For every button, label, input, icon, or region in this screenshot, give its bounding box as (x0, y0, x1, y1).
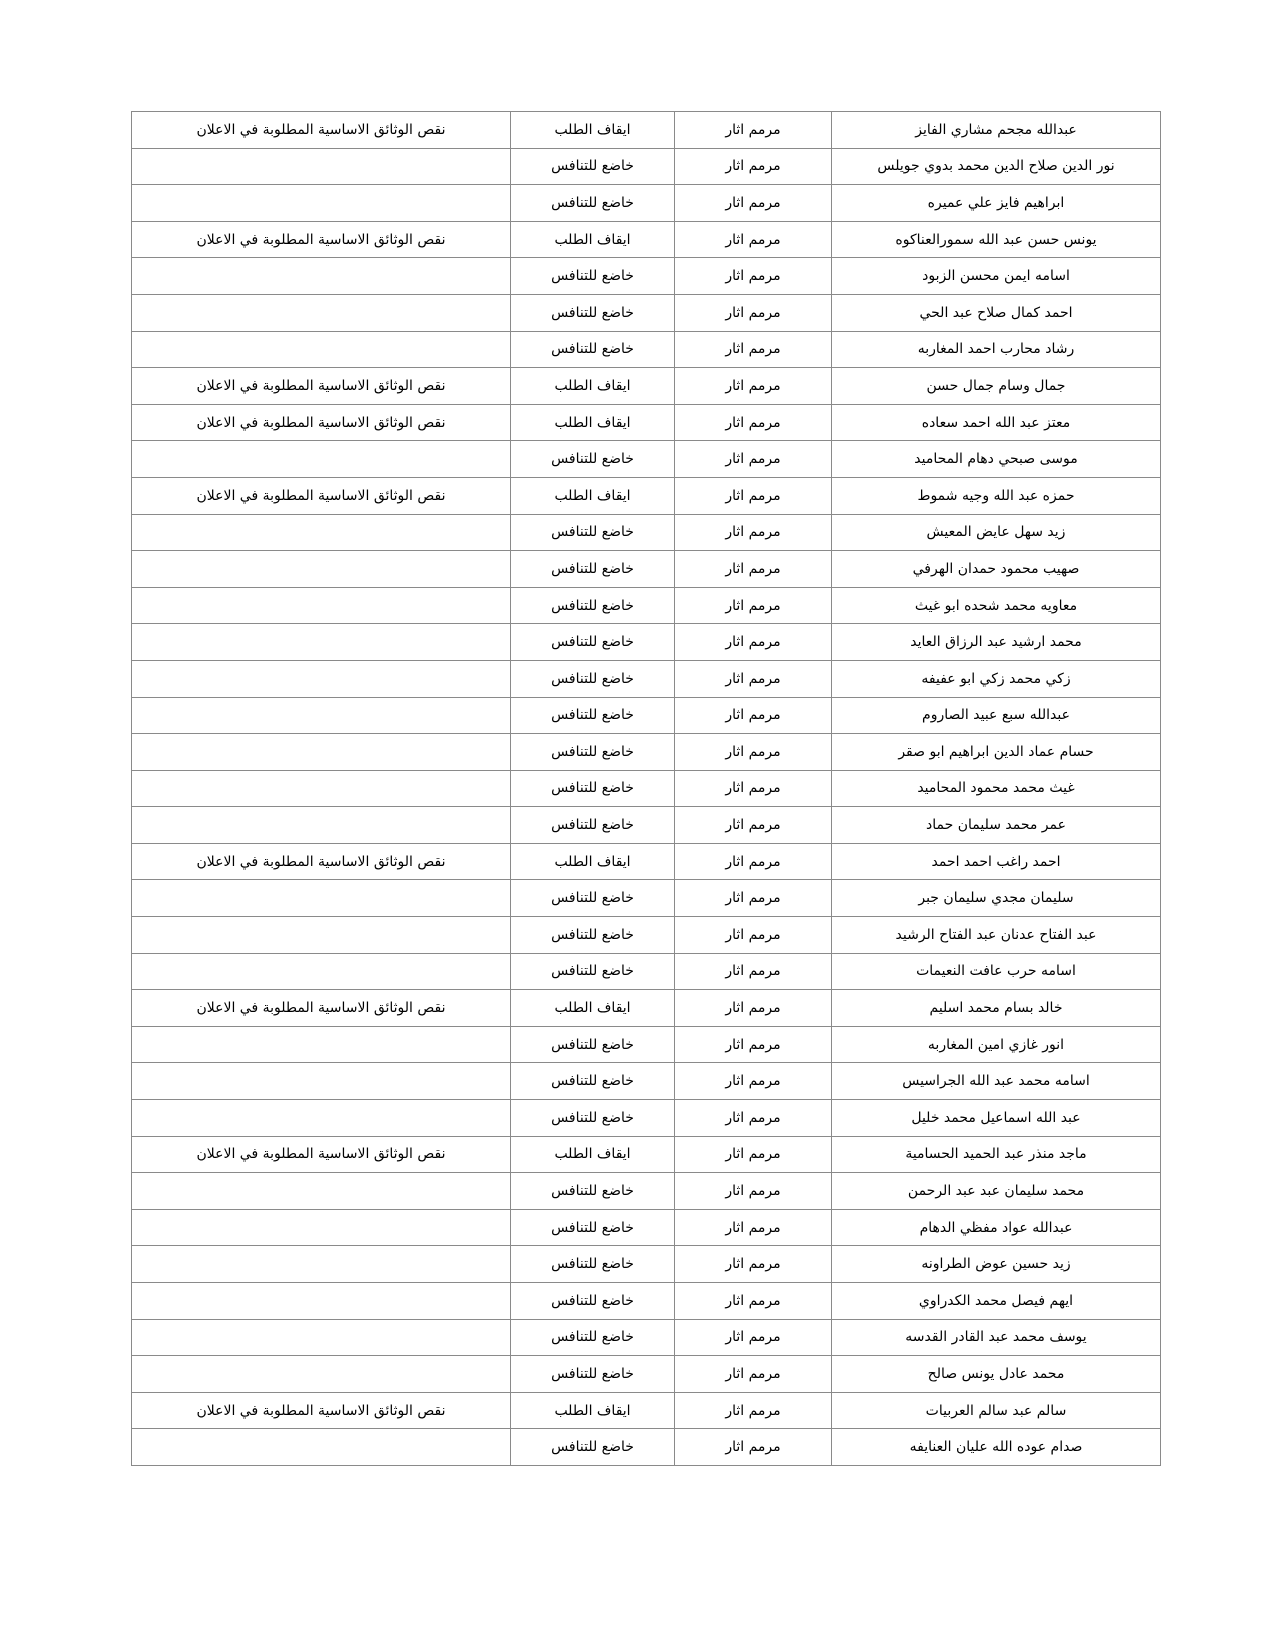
applicant-name-cell: ماجد منذر عبد الحميد الحسامية (832, 1136, 1161, 1173)
table-row (132, 1136, 1161, 1173)
table-row (132, 1429, 1161, 1466)
job-title-cell: مرمم اثار (675, 807, 832, 844)
applicant-name-cell: رشاد محارب احمد المغاربه (832, 331, 1161, 368)
notes-cell (132, 770, 511, 807)
applicant-name-cell: عبدالله مجحم مشاري الفايز (832, 112, 1161, 149)
application-status-cell: خاضع للتنافس (511, 1246, 675, 1283)
job-title-cell: مرمم اثار (675, 1209, 832, 1246)
table-row (132, 112, 1161, 149)
application-status-cell: ايقاف الطلب (511, 843, 675, 880)
applicant-name-cell: اسامه حرب عافت النعيمات (832, 953, 1161, 990)
notes-cell (132, 807, 511, 844)
application-status-cell: خاضع للتنافس (511, 551, 675, 588)
notes-cell (132, 1246, 511, 1283)
applicant-name-cell: صهيب محمود حمدان الهرفي (832, 551, 1161, 588)
job-title-cell: مرمم اثار (675, 660, 832, 697)
application-status-cell: خاضع للتنافس (511, 148, 675, 185)
applicants-table-body (132, 112, 1161, 1466)
applicant-name-cell: محمد سليمان عبد عبد الرحمن (832, 1173, 1161, 1210)
job-title-cell: مرمم اثار (675, 1063, 832, 1100)
job-title-cell: مرمم اثار (675, 734, 832, 771)
table-row (132, 258, 1161, 295)
application-status-cell: خاضع للتنافس (511, 1429, 675, 1466)
application-status-cell: خاضع للتنافس (511, 953, 675, 990)
notes-cell (132, 1283, 511, 1320)
table-row (132, 990, 1161, 1027)
table-row (132, 953, 1161, 990)
applicant-name-cell: ايهم فيصل محمد الكدراوي (832, 1283, 1161, 1320)
applicant-name-cell: معتز عبد الله احمد سعاده (832, 404, 1161, 441)
applicant-name-cell: انور غازي امين المغاربه (832, 1026, 1161, 1063)
application-status-cell: خاضع للتنافس (511, 1173, 675, 1210)
applicant-name-cell: حسام عماد الدين ابراهيم ابو صقر (832, 734, 1161, 771)
table-row (132, 770, 1161, 807)
applicant-name-cell: حمزه عبد الله وجيه شموط (832, 477, 1161, 514)
job-title-cell: مرمم اثار (675, 1026, 832, 1063)
job-title-cell: مرمم اثار (675, 1429, 832, 1466)
job-title-cell: مرمم اثار (675, 1136, 832, 1173)
table-row (132, 1356, 1161, 1393)
application-status-cell: خاضع للتنافس (511, 807, 675, 844)
applicant-name-cell: غيث محمد محمود المحاميد (832, 770, 1161, 807)
application-status-cell: خاضع للتنافس (511, 880, 675, 917)
applicant-name-cell: عبد الفتاح عدنان عبد الفتاح الرشيد (832, 917, 1161, 954)
application-status-cell: ايقاف الطلب (511, 221, 675, 258)
notes-cell: نقص الوثائق الاساسية المطلوبة في الاعلان (132, 112, 511, 149)
applicant-name-cell: يوسف محمد عبد القادر القدسه (832, 1319, 1161, 1356)
job-title-cell: مرمم اثار (675, 294, 832, 331)
application-status-cell: خاضع للتنافس (511, 917, 675, 954)
notes-cell (132, 185, 511, 222)
table-row (132, 1063, 1161, 1100)
table-row (132, 1283, 1161, 1320)
application-status-cell: خاضع للتنافس (511, 660, 675, 697)
job-title-cell: مرمم اثار (675, 551, 832, 588)
notes-cell: نقص الوثائق الاساسية المطلوبة في الاعلان (132, 990, 511, 1027)
table-row (132, 441, 1161, 478)
applicant-name-cell: معاويه محمد شحده ابو غيث (832, 587, 1161, 624)
applicant-name-cell: يونس حسن عبد الله سمورالعناكوه (832, 221, 1161, 258)
table-row (132, 917, 1161, 954)
applicant-name-cell: اسامه ايمن محسن الزبود (832, 258, 1161, 295)
job-title-cell: مرمم اثار (675, 148, 832, 185)
notes-cell (132, 880, 511, 917)
application-status-cell: ايقاف الطلب (511, 990, 675, 1027)
table-row (132, 514, 1161, 551)
notes-cell (132, 953, 511, 990)
job-title-cell: مرمم اثار (675, 221, 832, 258)
notes-cell: نقص الوثائق الاساسية المطلوبة في الاعلان (132, 1392, 511, 1429)
notes-cell (132, 441, 511, 478)
applicant-name-cell: احمد راغب احمد احمد (832, 843, 1161, 880)
applicant-name-cell: جمال وسام جمال حسن (832, 368, 1161, 405)
application-status-cell: ايقاف الطلب (511, 1136, 675, 1173)
table-row (132, 404, 1161, 441)
notes-cell (132, 514, 511, 551)
notes-cell: نقص الوثائق الاساسية المطلوبة في الاعلان (132, 368, 511, 405)
table-row (132, 148, 1161, 185)
notes-cell: نقص الوثائق الاساسية المطلوبة في الاعلان (132, 477, 511, 514)
application-status-cell: خاضع للتنافس (511, 1319, 675, 1356)
job-title-cell: مرمم اثار (675, 368, 832, 405)
notes-cell (132, 1063, 511, 1100)
job-title-cell: مرمم اثار (675, 1283, 832, 1320)
applicant-name-cell: زيد سهل عايض المعيش (832, 514, 1161, 551)
table-row (132, 660, 1161, 697)
notes-cell: نقص الوثائق الاساسية المطلوبة في الاعلان (132, 404, 511, 441)
application-status-cell: ايقاف الطلب (511, 1392, 675, 1429)
notes-cell (132, 1100, 511, 1137)
applicant-name-cell: سالم عبد سالم العربيات (832, 1392, 1161, 1429)
table-row (132, 697, 1161, 734)
job-title-cell: مرمم اثار (675, 404, 832, 441)
job-title-cell: مرمم اثار (675, 112, 832, 149)
applicant-name-cell: نور الدين صلاح الدين محمد بدوي جويلس (832, 148, 1161, 185)
application-status-cell: خاضع للتنافس (511, 1283, 675, 1320)
notes-cell (132, 624, 511, 661)
table-row (132, 807, 1161, 844)
applicant-name-cell: محمد ارشيد عبد الرزاق العايد (832, 624, 1161, 661)
notes-cell (132, 331, 511, 368)
notes-cell (132, 294, 511, 331)
table-row (132, 1209, 1161, 1246)
application-status-cell: خاضع للتنافس (511, 1356, 675, 1393)
table-row (132, 624, 1161, 661)
job-title-cell: مرمم اثار (675, 1173, 832, 1210)
table-row (132, 221, 1161, 258)
table-row (132, 1173, 1161, 1210)
notes-cell (132, 148, 511, 185)
notes-cell (132, 551, 511, 588)
applicant-name-cell: سليمان مجدي سليمان جبر (832, 880, 1161, 917)
applicant-name-cell: اسامه محمد عبد الله الجراسيس (832, 1063, 1161, 1100)
application-status-cell: ايقاف الطلب (511, 112, 675, 149)
application-status-cell: خاضع للتنافس (511, 185, 675, 222)
application-status-cell: ايقاف الطلب (511, 477, 675, 514)
job-title-cell: مرمم اثار (675, 1392, 832, 1429)
applicant-name-cell: احمد كمال صلاح عبد الحي (832, 294, 1161, 331)
table-row (132, 477, 1161, 514)
applicant-name-cell: زيد حسين عوض الطراونه (832, 1246, 1161, 1283)
job-title-cell: مرمم اثار (675, 953, 832, 990)
notes-cell: نقص الوثائق الاساسية المطلوبة في الاعلان (132, 843, 511, 880)
application-status-cell: ايقاف الطلب (511, 404, 675, 441)
notes-cell (132, 1429, 511, 1466)
table-row (132, 1319, 1161, 1356)
applicant-name-cell: عبدالله سبع عبيد الصاروم (832, 697, 1161, 734)
notes-cell (132, 587, 511, 624)
job-title-cell: مرمم اثار (675, 624, 832, 661)
job-title-cell: مرمم اثار (675, 185, 832, 222)
job-title-cell: مرمم اثار (675, 441, 832, 478)
table-row (132, 1026, 1161, 1063)
job-title-cell: مرمم اثار (675, 1319, 832, 1356)
applicant-name-cell: محمد عادل يونس صالح (832, 1356, 1161, 1393)
application-status-cell: خاضع للتنافس (511, 514, 675, 551)
job-title-cell: مرمم اثار (675, 1356, 832, 1393)
job-title-cell: مرمم اثار (675, 331, 832, 368)
application-status-cell: ايقاف الطلب (511, 368, 675, 405)
job-title-cell: مرمم اثار (675, 477, 832, 514)
table-row (132, 1392, 1161, 1429)
table-row (132, 368, 1161, 405)
job-title-cell: مرمم اثار (675, 770, 832, 807)
job-title-cell: مرمم اثار (675, 917, 832, 954)
table-row (132, 880, 1161, 917)
notes-cell (132, 258, 511, 295)
table-row (132, 734, 1161, 771)
job-title-cell: مرمم اثار (675, 1246, 832, 1283)
notes-cell (132, 1173, 511, 1210)
job-title-cell: مرمم اثار (675, 258, 832, 295)
job-title-cell: مرمم اثار (675, 587, 832, 624)
notes-cell: نقص الوثائق الاساسية المطلوبة في الاعلان (132, 1136, 511, 1173)
notes-cell (132, 734, 511, 771)
applicants-table (131, 111, 1161, 1466)
notes-cell (132, 1319, 511, 1356)
notes-cell (132, 917, 511, 954)
applicant-name-cell: عبد الله اسماعيل محمد خليل (832, 1100, 1161, 1137)
job-title-cell: مرمم اثار (675, 880, 832, 917)
table-row (132, 1246, 1161, 1283)
job-title-cell: مرمم اثار (675, 697, 832, 734)
job-title-cell: مرمم اثار (675, 1100, 832, 1137)
application-status-cell: خاضع للتنافس (511, 1026, 675, 1063)
application-status-cell: خاضع للتنافس (511, 734, 675, 771)
job-title-cell: مرمم اثار (675, 514, 832, 551)
application-status-cell: خاضع للتنافس (511, 697, 675, 734)
table-row (132, 185, 1161, 222)
application-status-cell: خاضع للتنافس (511, 587, 675, 624)
applicant-name-cell: خالد بسام محمد اسليم (832, 990, 1161, 1027)
notes-cell (132, 660, 511, 697)
notes-cell (132, 1209, 511, 1246)
application-status-cell: خاضع للتنافس (511, 1209, 675, 1246)
notes-cell (132, 1026, 511, 1063)
table-row (132, 1100, 1161, 1137)
applicant-name-cell: زكي محمد زكي ابو عفيفه (832, 660, 1161, 697)
application-status-cell: خاضع للتنافس (511, 624, 675, 661)
notes-cell: نقص الوثائق الاساسية المطلوبة في الاعلان (132, 221, 511, 258)
job-title-cell: مرمم اثار (675, 990, 832, 1027)
application-status-cell: خاضع للتنافس (511, 294, 675, 331)
applicant-name-cell: عبدالله عواد مفظي الدهام (832, 1209, 1161, 1246)
notes-cell (132, 697, 511, 734)
job-title-cell: مرمم اثار (675, 843, 832, 880)
application-status-cell: خاضع للتنافس (511, 770, 675, 807)
table-row (132, 551, 1161, 588)
table-row (132, 331, 1161, 368)
applicant-name-cell: صدام عوده الله عليان العنايفه (832, 1429, 1161, 1466)
application-status-cell: خاضع للتنافس (511, 1100, 675, 1137)
application-status-cell: خاضع للتنافس (511, 258, 675, 295)
applicant-name-cell: عمر محمد سليمان حماد (832, 807, 1161, 844)
table-row (132, 843, 1161, 880)
application-status-cell: خاضع للتنافس (511, 441, 675, 478)
applicant-name-cell: ابراهيم فايز علي عميره (832, 185, 1161, 222)
table-row (132, 294, 1161, 331)
application-status-cell: خاضع للتنافس (511, 1063, 675, 1100)
table-row (132, 587, 1161, 624)
applicant-name-cell: موسى صبحي دهام المحاميد (832, 441, 1161, 478)
notes-cell (132, 1356, 511, 1393)
application-status-cell: خاضع للتنافس (511, 331, 675, 368)
